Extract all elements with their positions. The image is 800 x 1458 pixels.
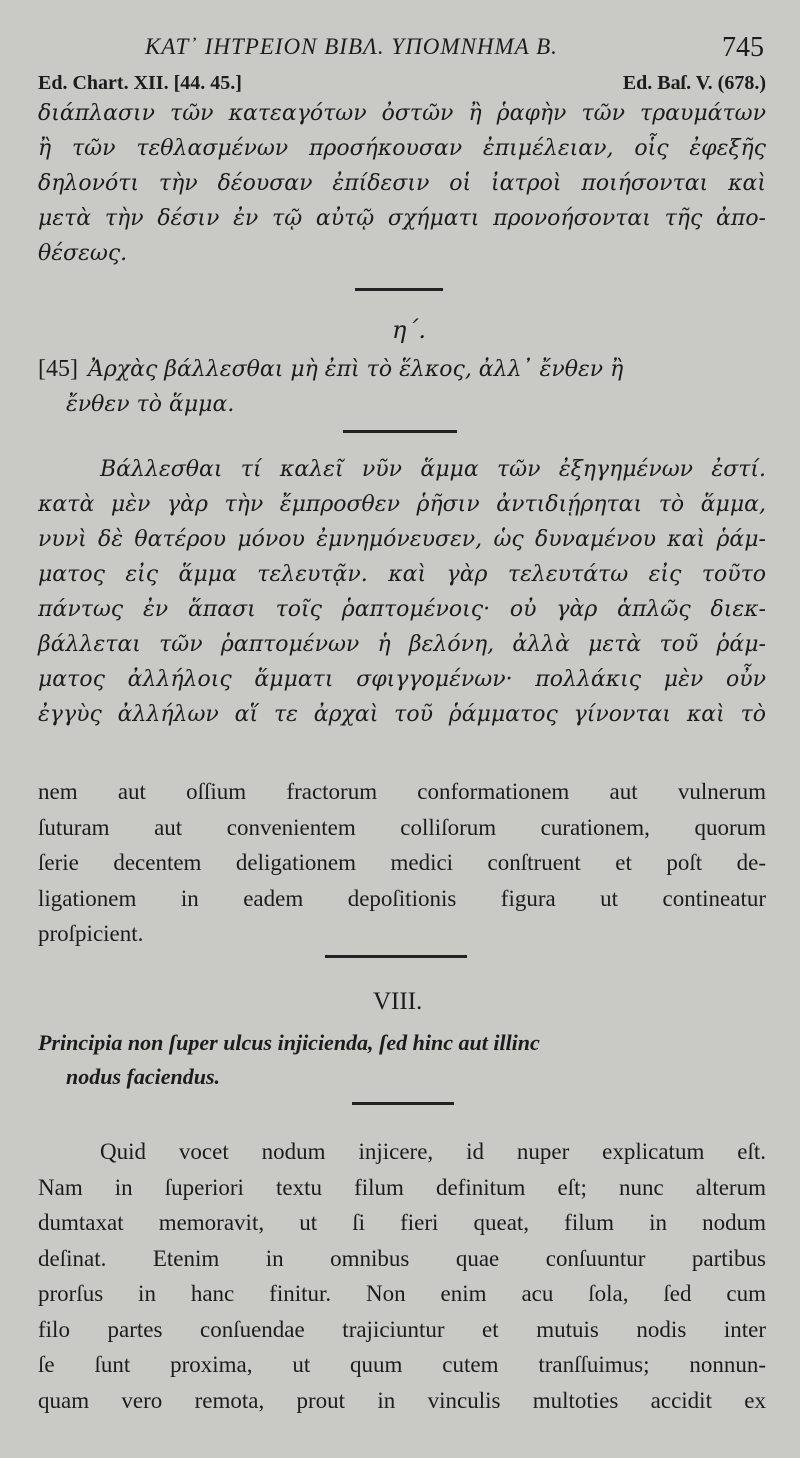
edition-line <box>38 72 766 98</box>
text-line: δηλονότι τὴν δέουσαν ἐπίδεσιν οἱ ἰατροὶ ποιήσονται καὶ <box>38 171 766 196</box>
text-line: θέσεως. <box>38 241 128 266</box>
text-line: Quid vocet nodum injicere, id nuper explicatum eſt. <box>100 1139 766 1164</box>
text-line: Βάλλεσθαι τί καλεῖ νῦν ἅμμα τῶν ἐξηγημένων ἐστί. <box>100 457 766 482</box>
page-marker: [45] <box>38 356 78 382</box>
latin-lemma-heading <box>38 1026 766 1094</box>
latin-paragraph-1 <box>38 774 766 952</box>
page-number: 745 <box>722 32 764 63</box>
greek-paragraph-1 <box>38 96 766 271</box>
latin-paragraph-2 <box>38 1134 766 1418</box>
section-rule <box>325 955 467 958</box>
text-line: ſuturam aut convenientem colliſorum curationem, quorum <box>38 814 766 840</box>
section-rule <box>343 430 457 433</box>
text-line: ſe ſunt proxima, ut quum cutem tranſſuimus; nonnun- <box>38 1352 766 1377</box>
text-line: proſpicient. <box>38 921 144 946</box>
text-line: βάλλεται τῶν ῥαπτομένων ἡ βελόνη, ἀλλὰ μετὰ τοῦ ῥάμ- <box>38 632 766 657</box>
text-line: filo partes conſuendae trajiciuntur et mutuis nodis inter <box>38 1316 766 1342</box>
text-line: quam vero remota, prout in vinculis multoties accidit ex <box>38 1387 766 1413</box>
text-line: ἢ τῶν τεθλασμένων προσήκουσαν ἐπιμέλειαν, οἷς ἐφεξῆς <box>38 136 766 161</box>
lemma-line: nodus faciendus. <box>66 1064 221 1089</box>
lemma-line: Ἀρχὰς βάλλεσθαι μὴ ἐπὶ τὸ ἕλκος, ἀλλ᾿ ἔνθεν ἢ <box>87 357 624 382</box>
text-line: κατὰ μὲν γὰρ τὴν ἔμπροσθεν ῥῆσιν ἀντιδιῄρηται τὸ ἅμμα, <box>38 492 766 517</box>
text-line: μετὰ τὴν δέσιν ἐν τῷ αὐτῷ σχήματι προνοήσονται τῆς ἀπο- <box>38 206 766 231</box>
text-line: dumtaxat memoravit, ut ſi fieri queat, filum in nodum <box>38 1210 766 1235</box>
text-line: ἐγγὺς ἀλλήλων αἵ τε ἀρχαὶ τοῦ ῥάμματος γίνονται καὶ τὸ <box>38 702 766 727</box>
section-rule <box>355 288 443 291</box>
text-line: πάντως ἐν ἅπασι τοῖς ῥαπτομένοις· οὐ γὰρ ἁπλῶς διεκ- <box>38 597 766 622</box>
text-line: ligationem in eadem depoſitionis figura ut contineatur <box>38 885 766 911</box>
text-line: ſerie decentem deligationem medici conſtruent et poſt de- <box>38 850 766 875</box>
text-line: prorſus in hanc finitur. Non enim acu ſola, ſed cum <box>38 1281 766 1306</box>
section-rule <box>352 1102 454 1105</box>
text-line: ματος εἰς ἅμμα τελευτᾷν. καὶ γὰρ τελευτάτω εἰς τοῦτο <box>38 562 766 587</box>
edition-chartier: Ed. Chart. XII. [44. 45.] <box>38 72 242 94</box>
lemma-line: ἔνθεν τὸ ἅμμα. <box>66 392 235 417</box>
greek-paragraph-2 <box>38 452 766 732</box>
text-line: deſinat. Etenim in omnibus quae conſuuntur partibus <box>38 1245 766 1271</box>
text-line: νυνὶ δὲ θατέρου μόνου ἐμνημόνευσεν, ὡς δυναμένου καὶ ῥάμ- <box>38 527 766 552</box>
edition-basel: Ed. Baſ. V. (678.) <box>622 72 766 94</box>
lemma-line: Principia non ſuper ulcus injicienda, ſed hinc aut illinc <box>38 1030 540 1055</box>
text-line: nem aut oſſium fractorum conformationem aut vulnerum <box>38 779 766 804</box>
latin-section-number: VIII. <box>373 988 423 1015</box>
running-head-title: ΚΑΤ᾿ ΙΗΤΡΕΙΟΝ ΒΙΒΛ. ΥΠΟΜΝΗΜΑ Β. <box>145 34 558 59</box>
greek-lemma-heading <box>38 352 766 422</box>
text-line: Nam in ſuperiori textu filum definitum eſt; nunc alterum <box>38 1174 766 1200</box>
running-head <box>0 28 800 68</box>
text-line: ματος ἀλλήλοις ἅμματι σφιγγομένων· πολλάκις μὲν οὖν <box>38 667 766 692</box>
greek-section-number: η΄. <box>392 316 427 344</box>
text-line: διάπλασιν τῶν κατεαγότων ὀστῶν ἢ ῥαφὴν τῶν τραυμάτων <box>38 101 766 126</box>
